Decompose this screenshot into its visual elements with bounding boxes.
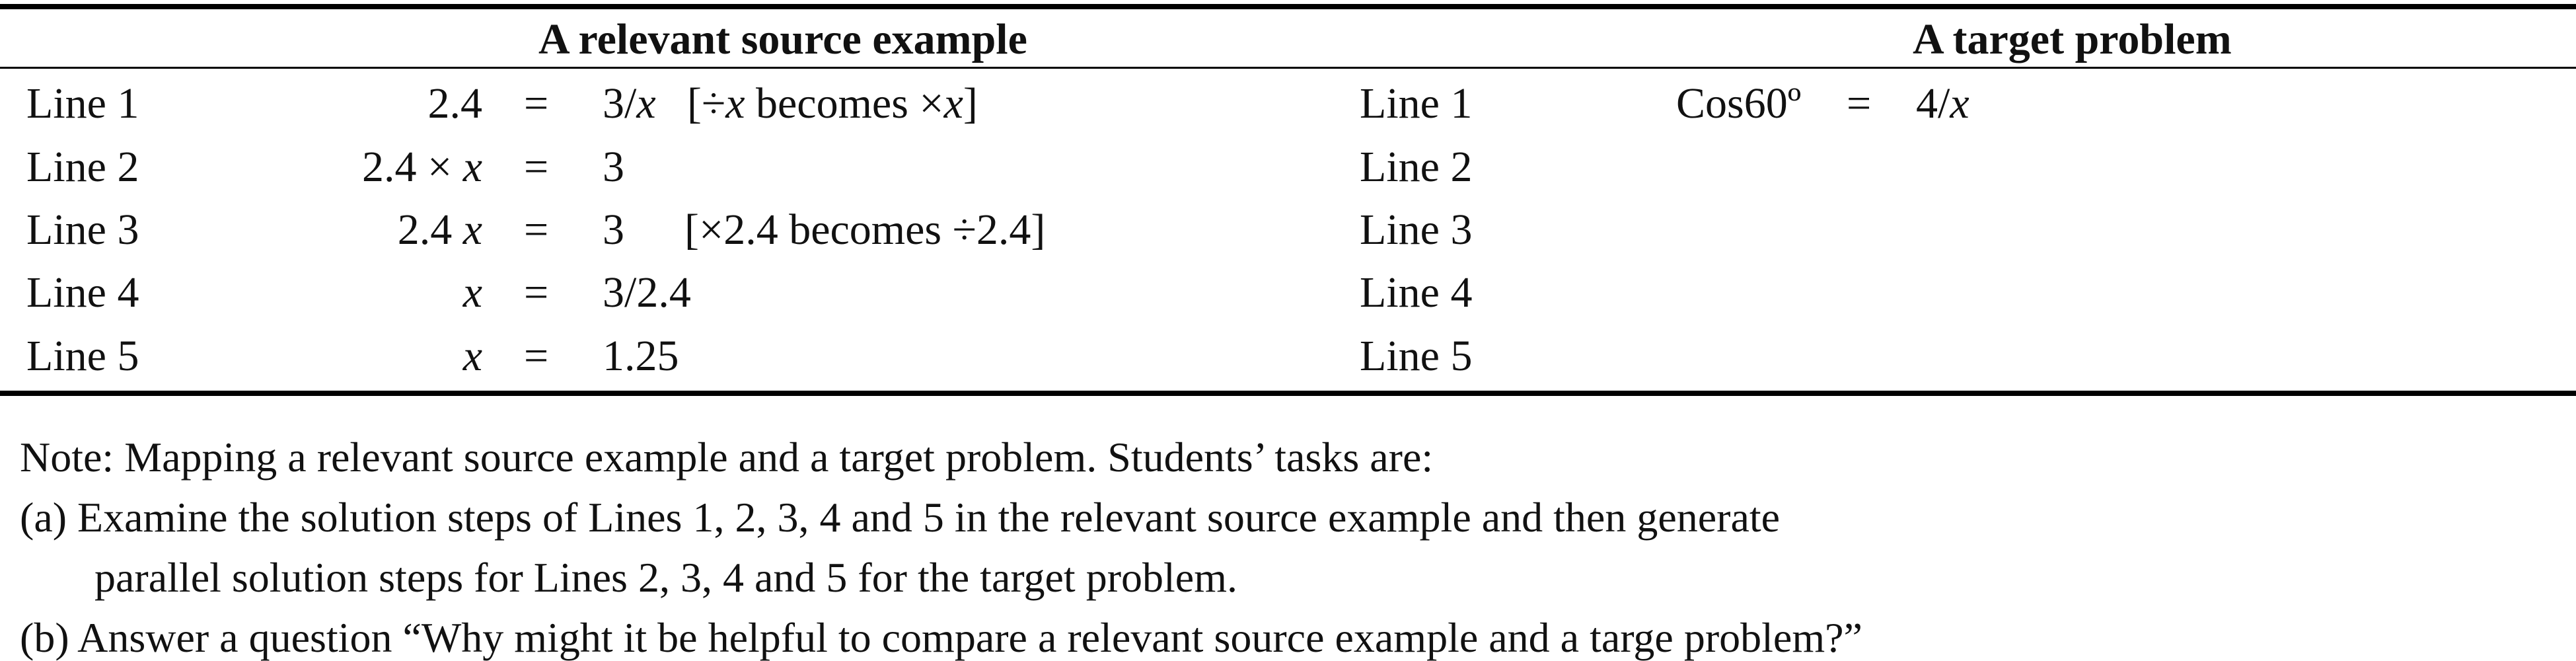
task-a-line-1: (a) Examine the solution steps of Lines 1, 2, 3, 4 and 5 in the relevant source example and then generate [20,494,1781,541]
table-header-rule [0,67,2576,69]
rhs: 3 [603,143,624,191]
target-header: A target problem [1913,15,2232,63]
line-label: Line 4 [26,268,139,317]
table-top-rule [0,4,2576,9]
source-header: A relevant source example [538,15,1027,63]
line-label: Line 1 [1360,79,1473,128]
equals-sign: = [524,79,549,128]
lhs: Cos60º [1676,79,1802,128]
line-label: Line 4 [1360,268,1473,317]
rhs: 3 [603,206,624,254]
note-intro: Note: Mapping a relevant source example and a target problem. Students’ tasks are: [20,434,1434,481]
equals-sign: = [524,143,549,191]
lhs: x [462,332,482,380]
task-b: (b) Answer a question “Why might it be helpful to compare a relevant source example and a targe problem?” [20,614,1862,661]
table-bottom-rule [0,391,2576,396]
rhs: 1.25 [603,332,679,380]
lhs: x [462,268,482,317]
rhs: 4/x [1916,79,1969,128]
equals-sign: = [524,332,549,380]
line-label: Line 1 [26,79,139,128]
line-label: Line 3 [1360,206,1473,254]
line-label: Line 2 [26,143,139,191]
lhs: 2.4 [427,79,482,128]
lhs: 2.4 x [397,206,482,254]
equals-sign: = [524,206,549,254]
task-a-line-2: parallel solution steps for Lines 2, 3, 4 and 5 for the target problem. [94,554,1237,601]
lhs: 2.4 × x [361,143,482,191]
rhs: 3/2.4 [603,268,691,317]
line-label: Line 5 [1360,332,1473,380]
step-comment: [÷x becomes ×x] [687,79,978,128]
line-label: Line 5 [26,332,139,380]
equals-sign: = [524,268,549,317]
line-label: Line 2 [1360,143,1473,191]
equals-sign: = [1847,79,1872,128]
step-comment: [×2.4 becomes ÷2.4] [684,206,1046,254]
rhs: 3/x [603,79,656,128]
line-label: Line 3 [26,206,139,254]
